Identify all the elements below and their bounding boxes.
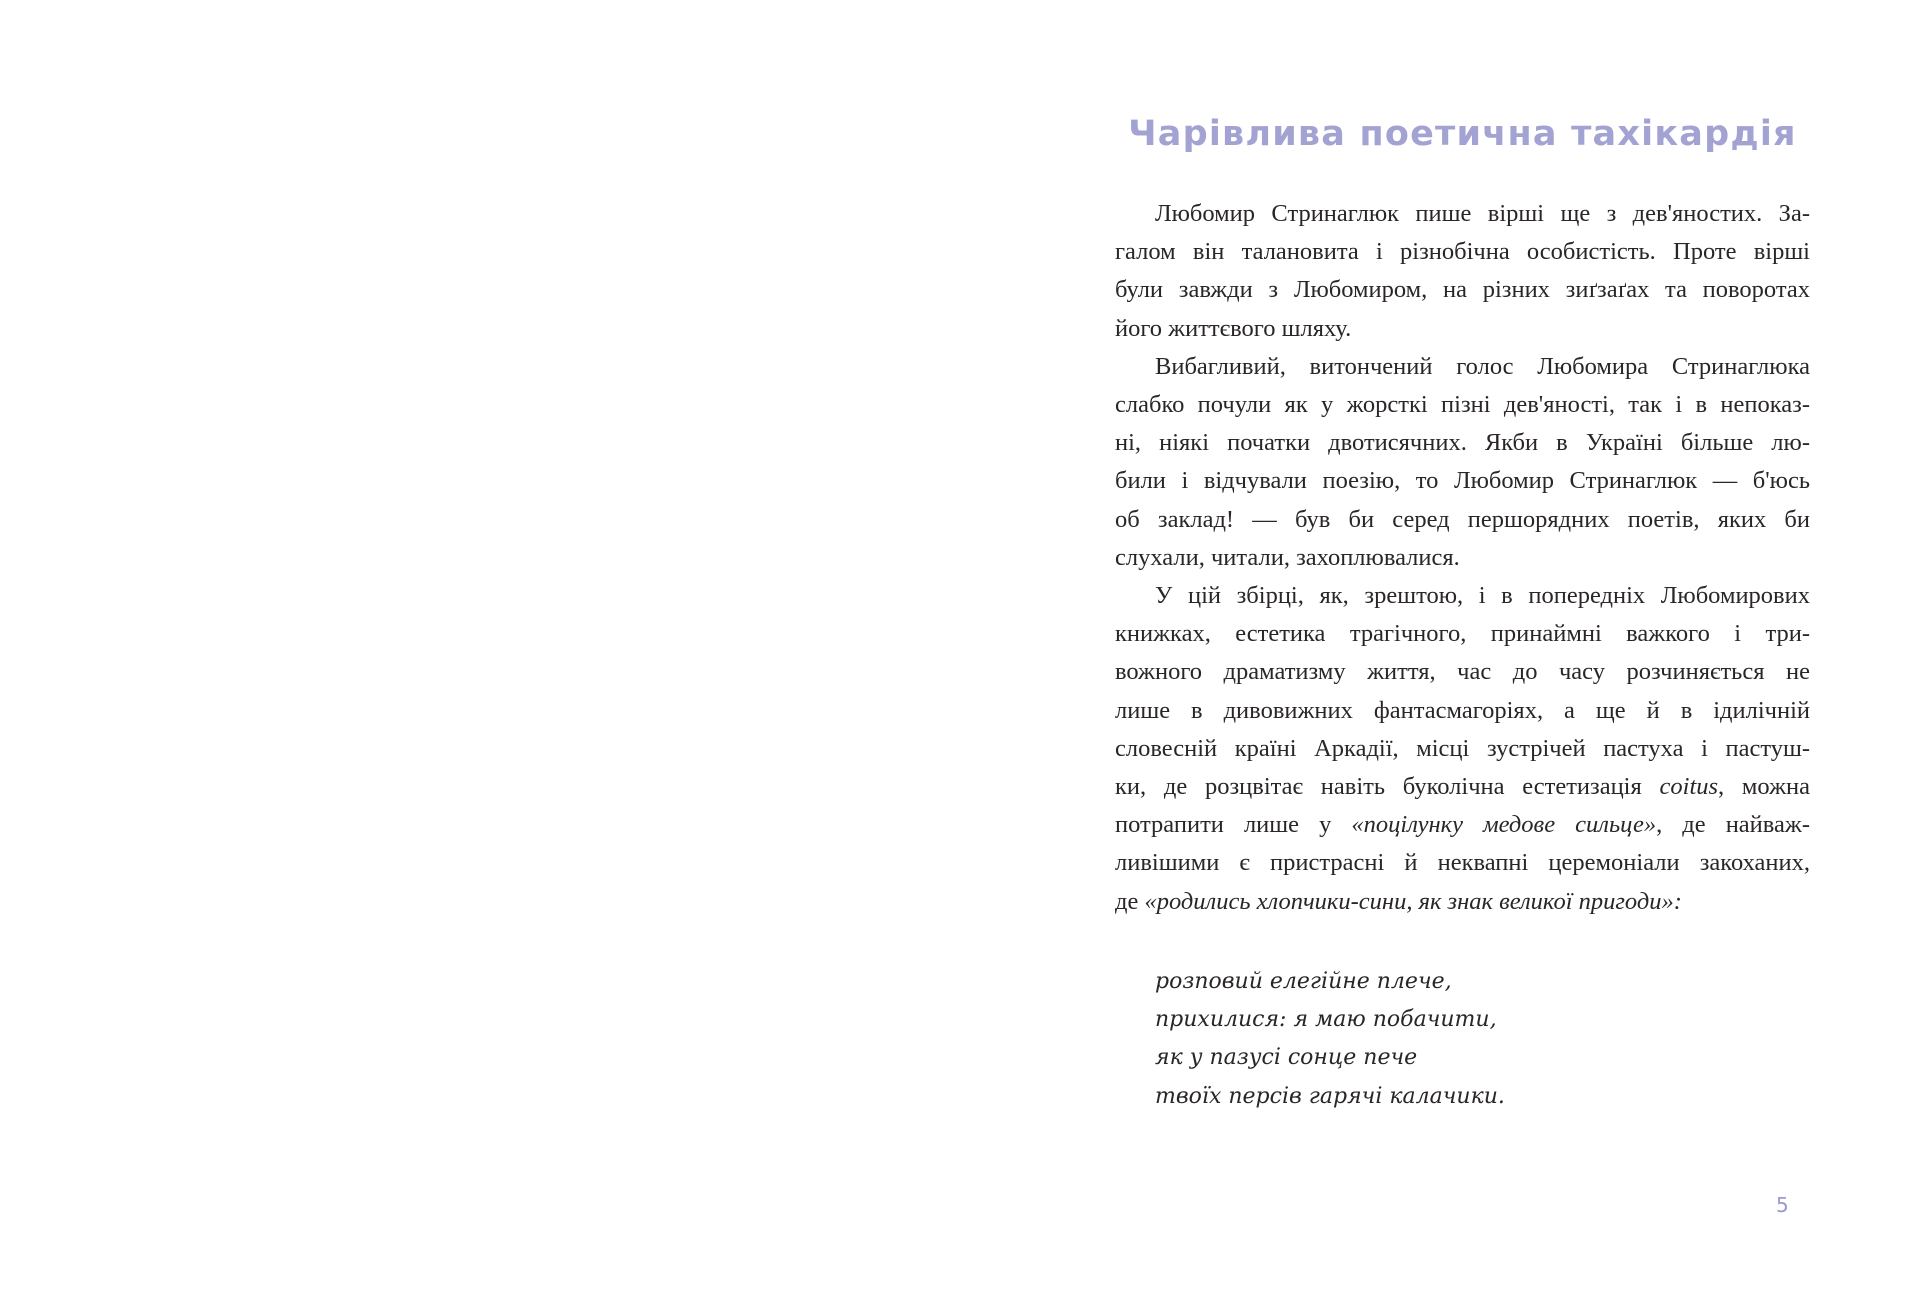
text-line: слухали, читали, захоплювалися. [1115, 543, 1460, 571]
italic-quote: «родились хлопчики-сини, як знак великої пригоди»: [1144, 887, 1682, 915]
text-segment: ки, де розцвітає навіть буколічна естетизація [1115, 773, 1660, 801]
text-line: Любомир Стринаглюк пише вірші ще з дев'яностих. За- [1155, 200, 1810, 227]
verse-line: прихилися: я маю побачити, [1155, 1007, 1497, 1033]
text-line: були завжди з Любомиром, на різних зиґзаґах та поворотах [1115, 276, 1810, 304]
text-line: вожного драматизму життя, час до часу розчиняється не [1115, 658, 1810, 686]
text-line: галом він талановита і різнобічна особистість. Проте вірші [1115, 238, 1810, 266]
text-line: Вибагливий, витончений голос Любомира Стринаглюка [1155, 352, 1810, 380]
italic-quote: «поцілунку медове сильце» [1351, 811, 1657, 839]
italic-latin-term: coitus [1659, 773, 1719, 801]
text-segment: потрапити лише у [1115, 811, 1352, 839]
text-segment: де [1115, 887, 1145, 915]
paragraph-3 [1115, 577, 1810, 921]
text-line: його життєвого шляху. [1115, 314, 1352, 342]
paragraph-1 [1115, 195, 1810, 348]
text-line: книжках, естетика трагічного, принаймні важкого і три- [1115, 620, 1810, 648]
verse-line: як у пазусі сонце пече [1155, 1045, 1418, 1071]
paragraph-2 [1115, 348, 1810, 577]
text-line: У цій збірці, як, зрештою, і в попередніх Любомирових [1155, 582, 1810, 610]
text-line: лише в дивовижних фантасмагоріях, а ще й в ідилічній [1115, 696, 1810, 724]
text-line: словесній країні Аркадії, місці зустрічей пастуха і пастуш- [1115, 734, 1810, 762]
text-segment: , де найваж- [1656, 811, 1810, 839]
body-text [1115, 195, 1810, 921]
text-segment: , можна [1718, 773, 1810, 801]
text-line [1115, 768, 1810, 806]
chapter-title: Чарівлива поетична тахікардія [1128, 114, 1797, 154]
text-line: ні, ніякі початки двотисячних. Якби в Україні більше лю- [1115, 429, 1810, 457]
text-line [1115, 806, 1810, 844]
verse-quote [1155, 963, 1505, 1116]
text-line: били і відчували поезію, то Любомир Стринаглюк — б'юсь [1115, 467, 1810, 495]
text-line: об заклад! — був би серед першорядних поетів, яких би [1115, 505, 1810, 533]
verse-line: твоїх персів гарячі калачики. [1155, 1083, 1505, 1109]
text-line: слабко почули як у жорсткі пізні дев'яності, так і в непоказ- [1115, 391, 1810, 419]
verse-line: розповий елегійне плече, [1155, 969, 1452, 994]
page-number: 5 [1776, 1193, 1789, 1217]
text-line [1115, 883, 1810, 921]
text-line: ливішими є пристрасні й неквапні церемоніали закоханих, [1115, 849, 1810, 877]
